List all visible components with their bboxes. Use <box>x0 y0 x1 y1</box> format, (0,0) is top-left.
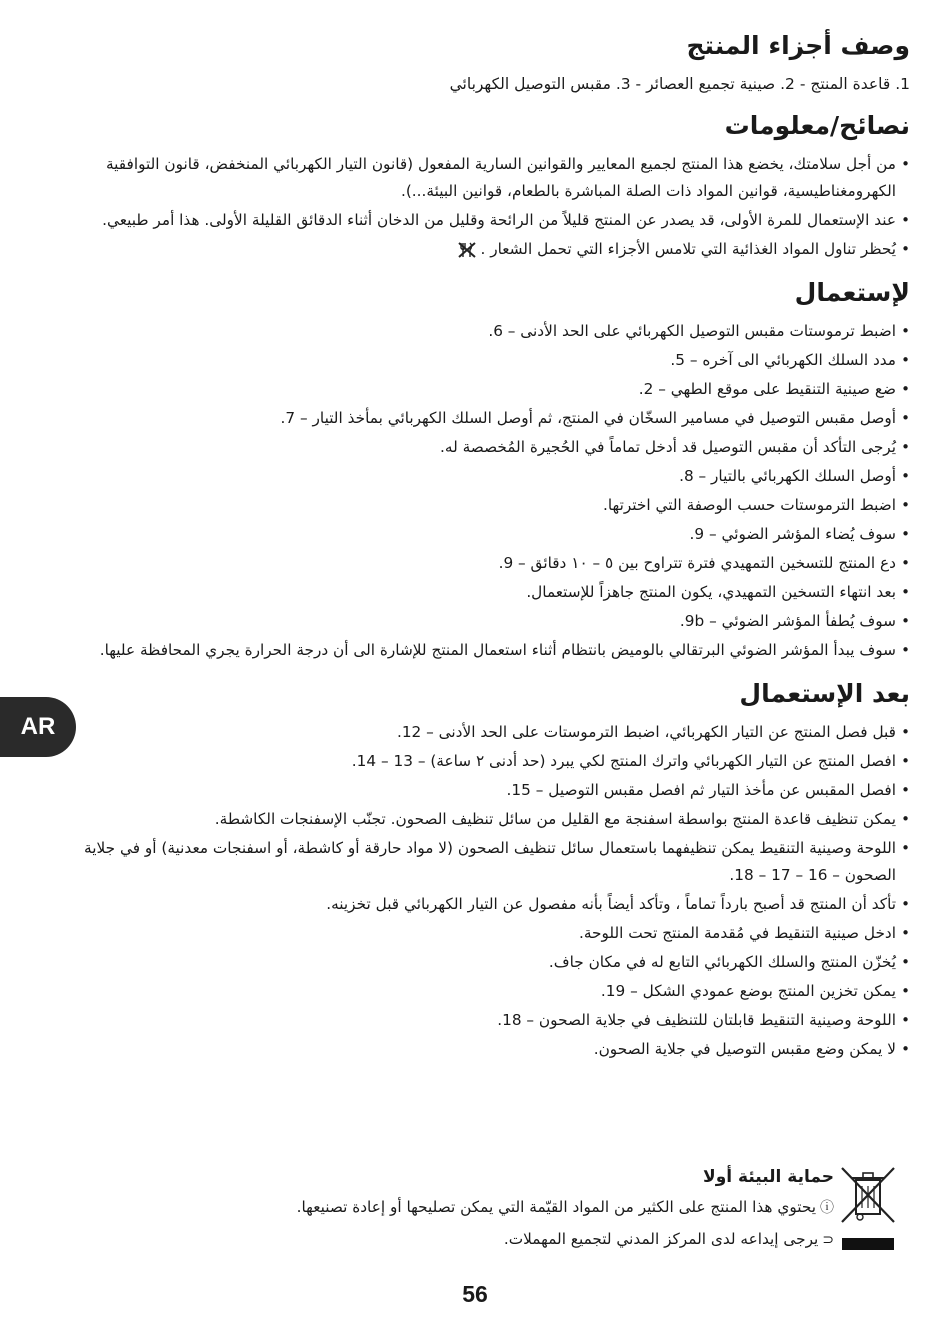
list-item <box>44 236 910 263</box>
tips-title: نصائح/معلومات <box>724 111 910 141</box>
list-item: • أوصل السلك الكهربائي بالتيار – 8. <box>44 463 910 490</box>
list-item: • عند الإستعمال للمرة الأولى، قد يصدر عن المنتج قليلاً من الرائحة وقليل من الدخان أثناء الدقائق القليلة الأولى. هذا أمر طبيعي. <box>44 207 910 234</box>
list-item: • قبل فصل المنتج عن التيار الكهربائي، اضبط الترموستات على الحد الأدنى – 12. <box>44 719 910 746</box>
environment-line-text: يحتوي هذا المنتج على الكثير من المواد القيّمة التي يمكن تصليحها أو إعادة تصنيعها. <box>296 1198 816 1216</box>
list-item: • يُرجى التأكد أن مقبس التوصيل قد أدخل تماماً في الحُجيرة المُخصصة له. <box>44 434 910 461</box>
environment-section <box>44 1162 910 1256</box>
list-item: • اضبط ترموستات مقبس التوصيل الكهربائي على الحد الأدنى – 6. <box>44 318 910 345</box>
list-item: • يمكن تنظيف قاعدة المنتج بواسطة اسفنجة مع القليل من سائل تنظيف الصحون. تجنّب الإسفنجات الكاشطة. <box>44 806 910 833</box>
list-item: • يمكن تخزين المنتج بوضع عمودي الشكل – 19. <box>44 978 910 1005</box>
list-item: • بعد انتهاء التسخين التمهيدي، يكون المنتج جاهزاً للإستعمال. <box>44 579 910 606</box>
list-item: • اللوحة وصينية التنقيط يمكن تنظيفهما باستعمال سائل تنظيف الصحون (لا مواد حارقة أو كاشطة، أو اسفنجات معدنية) أو في جلاية الصحون – 16 – 17 – 18. <box>44 835 910 889</box>
use-title: لإستعمال <box>794 278 910 308</box>
after-use-title: بعد الإستعمال <box>739 679 910 709</box>
list-item: • دع المنتج للتسخين التمهيدي فترة تتراوح بين ٥ – ١٠ دقائق – 9. <box>44 550 910 577</box>
list-item: • تأكد أن المنتج قد أصبح بارداً تماماً ، وتأكد أيضاً بأنه مفصول عن التيار الكهربائي قبل تخزينه. <box>44 891 910 918</box>
list-item: • سوف يبدأ المؤشر الضوئي البرتقالي بالوميض بانتظام أثناء استعمال المنتج للإشارة الى أن درجة الحرارة يجري المحافظة عليها. <box>44 637 910 664</box>
environment-line-text: يرجى إيداعه لدى المركز المدني لتجميع المهملات. <box>503 1230 819 1248</box>
recycle-arrow-icon: ⊂ <box>822 1232 834 1248</box>
language-tab: AR <box>0 697 76 757</box>
list-item: • مدد السلك الكهربائي الى آخره – 5. <box>44 347 910 374</box>
parts-line: 1. قاعدة المنتج - 2. صينية تجميع العصائر - 3. مقبس التوصيل الكهربائي <box>449 75 910 93</box>
list-item: • سوف يُطفأ المؤشر الضوئي – 9b. <box>44 608 910 635</box>
list-item: • سوف يُضاء المؤشر الضوئي – 9. <box>44 521 910 548</box>
list-item: • لا يمكن وضع مقبس التوصيل في جلاية الصحون. <box>44 1036 910 1063</box>
list-item: • يُخزّن المنتج والسلك الكهربائي التابع له في مكان جاف. <box>44 949 910 976</box>
page-number: 56 <box>462 1281 488 1307</box>
list-item: • اضبط الترموستات حسب الوصفة التي اخترتها. <box>44 492 910 519</box>
page-content <box>44 28 910 1075</box>
list-item: • أوصل مقبس التوصيل في مسامير السخّان في المنتج، ثم أوصل السلك الكهربائي بمأخذ التيار – 7. <box>44 405 910 432</box>
info-icon: ⓘ <box>820 1200 834 1216</box>
environment-line <box>44 1192 834 1224</box>
list-item: • اللوحة وصينية التنقيط قابلتان للتنظيف في جلاية الصحون – 18. <box>44 1007 910 1034</box>
crossed-bin-icon <box>838 1164 898 1226</box>
bin-underline-bar <box>842 1238 894 1250</box>
crossed-fork-icon <box>458 241 476 259</box>
use-list <box>44 318 910 664</box>
after-use-list <box>44 719 910 1063</box>
environment-line <box>44 1224 834 1256</box>
list-item: • افصل المقبس عن مأخذ التيار ثم افصل مقبس التوصيل – 15. <box>44 777 910 804</box>
list-item: • ضع صينية التنقيط على موقع الطهي – 2. <box>44 376 910 403</box>
list-item: • من أجل سلامتك، يخضع هذا المنتج لجميع المعايير والقوانين السارية المفعول (قانون التيار الكهربائي المنخفض، قانون التوافقية الكهرومغناطيسية، قوانين المواد ذات الصلة المباشرة بالطعام، قوانين البيئة...). <box>44 151 910 205</box>
parts-title: وصف أجزاء المنتج <box>686 31 910 60</box>
list-item: • افصل المنتج عن التيار الكهربائي واترك المنتج لكي يبرد (حد أدنى ٢ ساعة) – 13 – 14. <box>44 748 910 775</box>
tips-list <box>44 151 910 263</box>
list-item-text: يُحظر تناول المواد الغذائية التي تلامس الأجزاء التي تحمل الشعار . <box>480 240 896 259</box>
list-item: • ادخل صينية التنقيط في مُقدمة المنتج تحت اللوحة. <box>44 920 910 947</box>
environment-title: حماية البيئة أولا <box>703 1167 834 1187</box>
